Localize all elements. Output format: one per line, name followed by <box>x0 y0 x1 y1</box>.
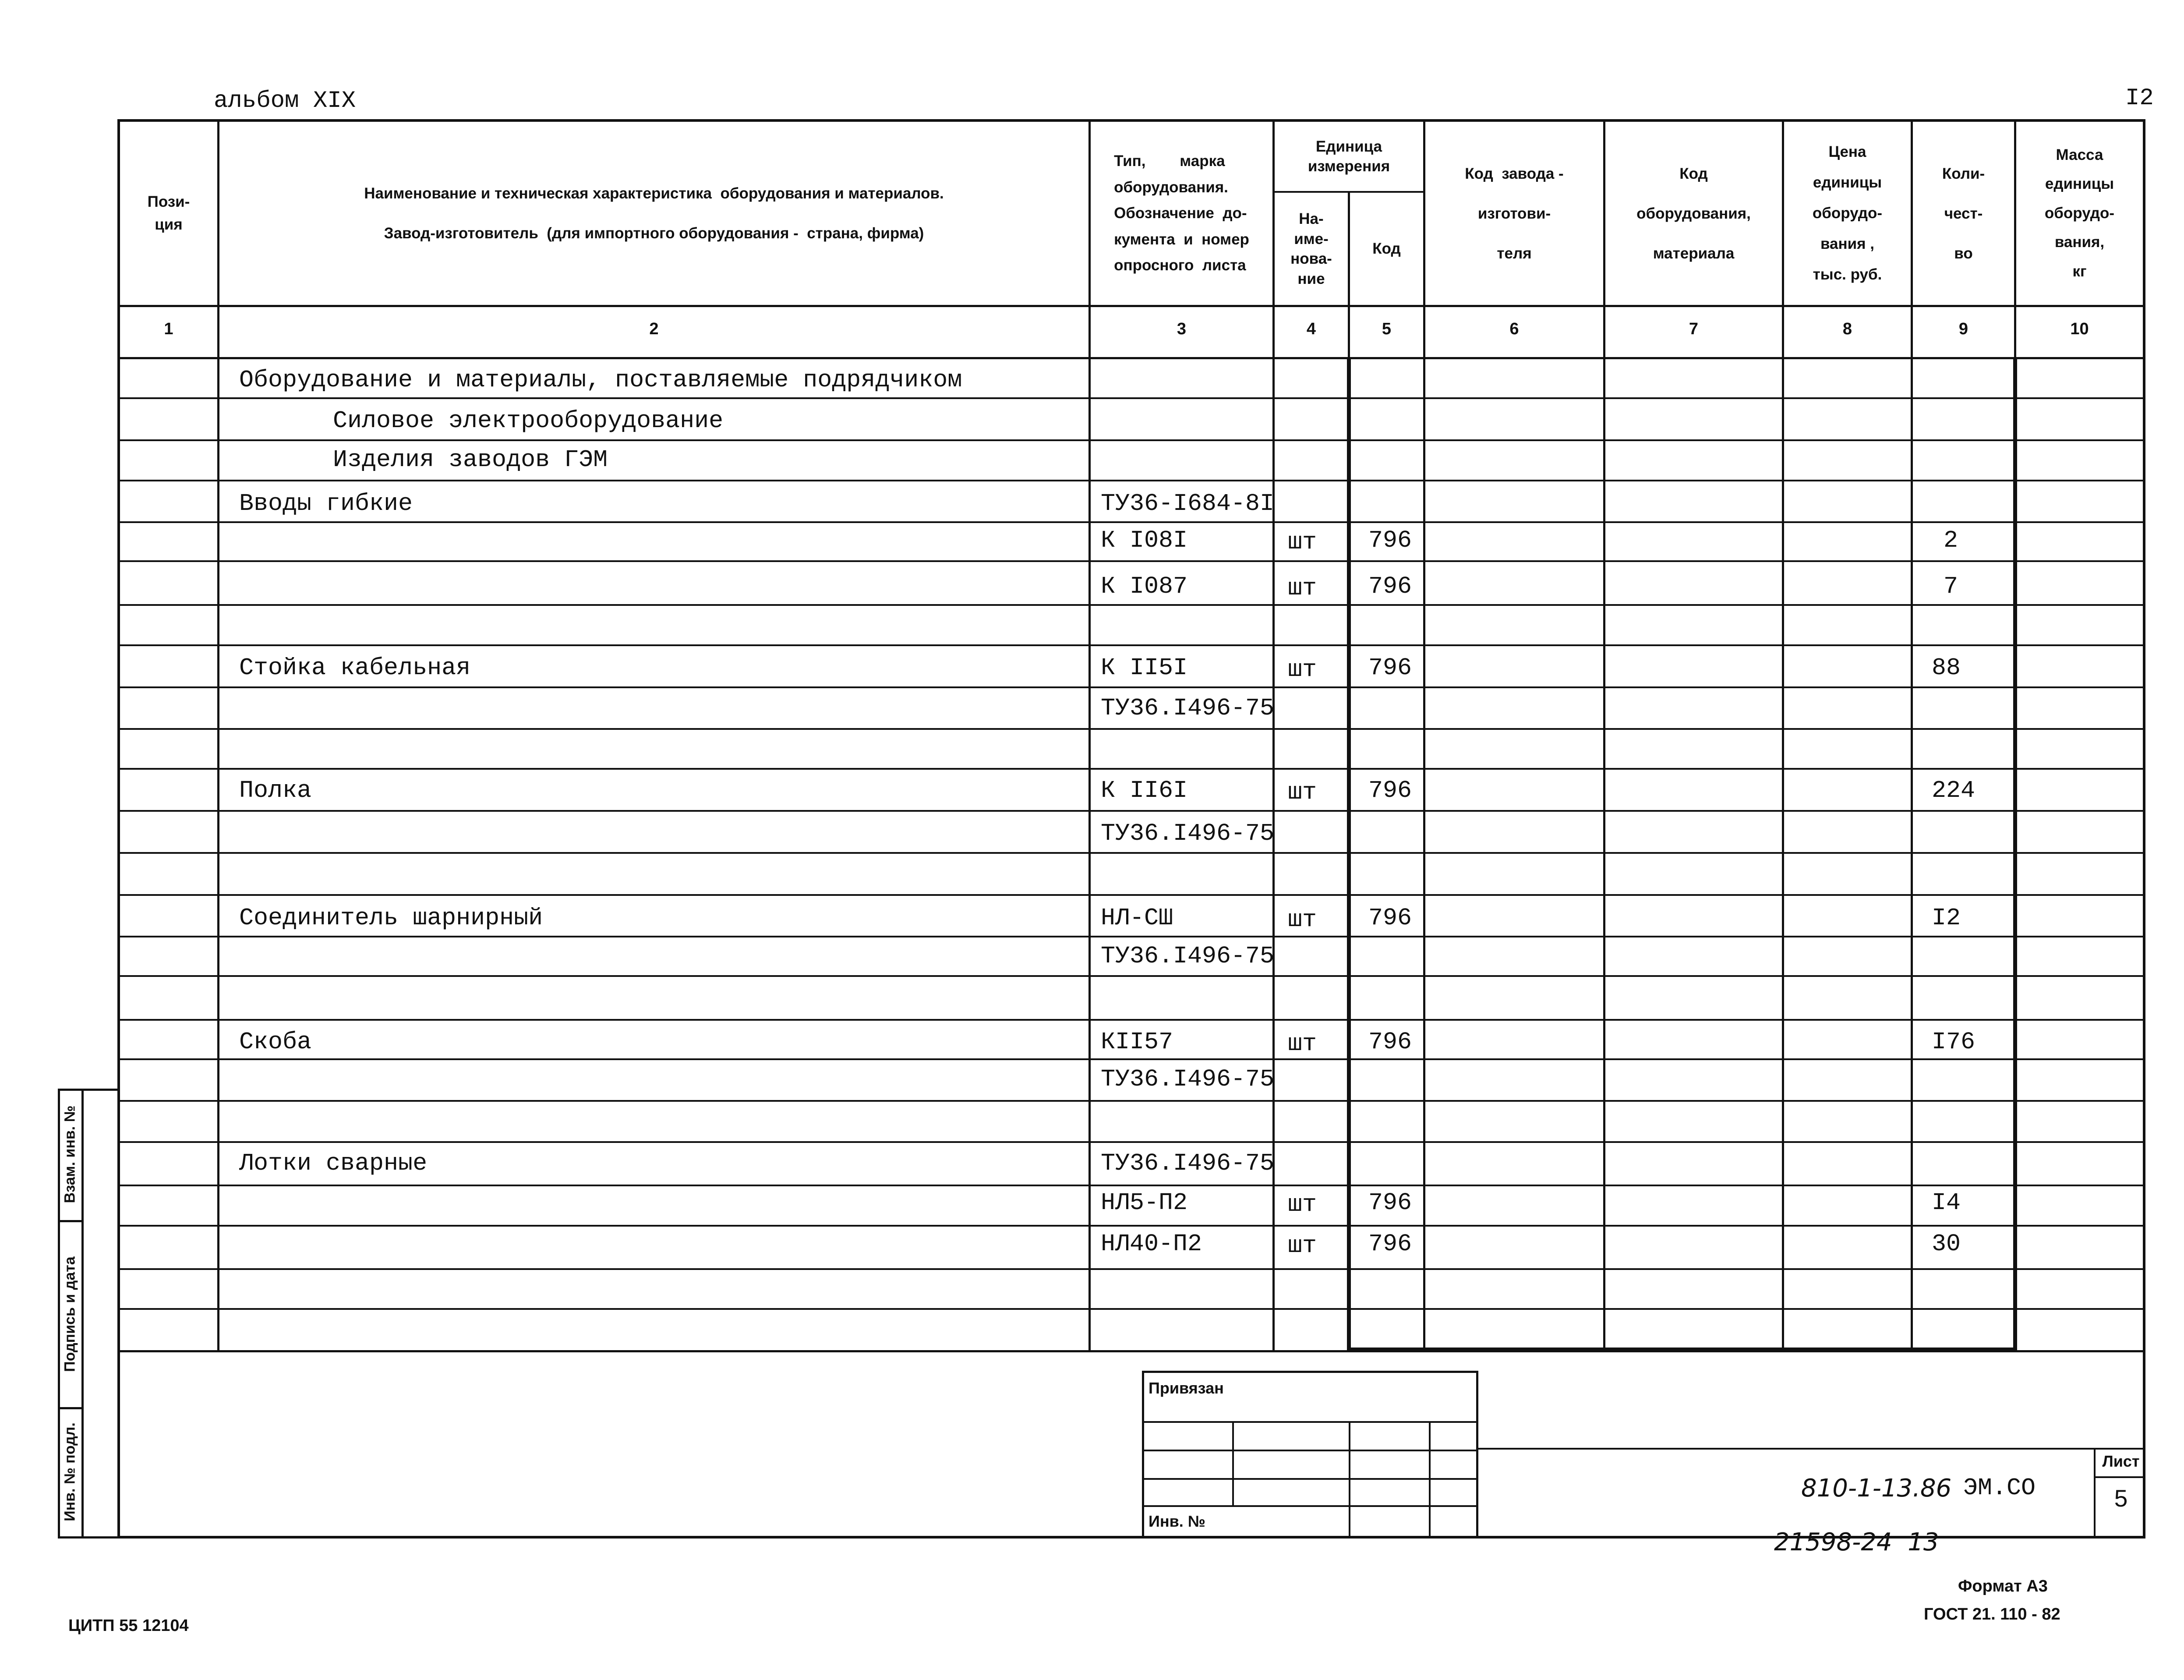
col-number: 10 <box>2070 320 2089 338</box>
row-type: НЛ5-П2 <box>1101 1189 1188 1217</box>
row-qty: 224 <box>1932 777 1975 804</box>
row-name: Оборудование и материалы, поставляемые подрядчиком <box>239 366 962 394</box>
row-unit: шт <box>1288 1030 1317 1058</box>
handwritten-registration: 21598-24 13 <box>1774 1528 1939 1556</box>
header-unit-name: На- име- нова- ние <box>1290 210 1332 287</box>
row-qty: 88 <box>1932 654 1961 682</box>
gost-label: ГОСТ 21. 110 - 82 <box>1924 1605 2060 1623</box>
col-number: 6 <box>1509 320 1519 338</box>
col-number: 2 <box>649 320 659 338</box>
row-code: 796 <box>1368 573 1412 600</box>
row-qty: I76 <box>1932 1028 1975 1056</box>
row-qty: I2 <box>1932 904 1961 932</box>
format-label: Формат А3 <box>1958 1577 2048 1595</box>
album-label: альбом XIX <box>214 88 356 114</box>
row-qty: 2 <box>1944 527 1958 554</box>
col-number: 7 <box>1689 320 1699 338</box>
footer-code: ЦИТП 55 12104 <box>68 1616 189 1635</box>
col-number: 1 <box>164 320 173 338</box>
row-code: 796 <box>1368 1028 1412 1056</box>
header-unit: Единица измерения <box>1308 138 1390 175</box>
row-type: К I087 <box>1101 573 1188 600</box>
row-name: Полка <box>239 777 312 804</box>
row-type: КII57 <box>1101 1028 1173 1056</box>
row-type: ТУ36.I496-75 <box>1101 1149 1275 1177</box>
header-factory-code: Код завода - изготови- теля <box>1465 165 1564 262</box>
col-number: 8 <box>1842 320 1852 338</box>
row-type: ТУ36.I496-75 <box>1101 942 1275 970</box>
row-type: НЛ-СШ <box>1101 904 1173 932</box>
col-number: 3 <box>1177 320 1187 338</box>
row-unit: шт <box>1288 906 1317 934</box>
row-unit: шт <box>1288 1191 1317 1218</box>
header-unit-code: Код <box>1372 240 1401 257</box>
side-label-vzam: Взам. инв. № <box>61 1105 78 1203</box>
sheet-number: 5 <box>2114 1485 2128 1512</box>
col-number: 5 <box>1382 320 1392 338</box>
header-mass: Масса единицы оборудо- вания, кг <box>2044 146 2115 280</box>
inv-no-label: Инв. № <box>1149 1512 1205 1530</box>
doc-code: ЭМ.СО <box>1963 1474 2036 1502</box>
row-unit: шт <box>1288 1232 1317 1259</box>
header-price: Цена единицы оборудо- вания , тыс. руб. <box>1812 143 1883 283</box>
row-code: 796 <box>1368 654 1412 682</box>
side-label-signature: Подпись и дата <box>61 1256 78 1372</box>
row-type: ТУ36-I684-8I <box>1101 490 1275 517</box>
row-unit: шт <box>1288 574 1317 602</box>
row-code: 796 <box>1368 904 1412 932</box>
row-code: 796 <box>1368 527 1412 554</box>
row-qty: 7 <box>1944 573 1958 600</box>
doc-number-handwritten: 810-1-13.86 <box>1801 1474 1952 1503</box>
sheet-label: Лист <box>2102 1452 2140 1470</box>
row-code: 796 <box>1368 1230 1412 1258</box>
row-type: ТУ36.I496-75 <box>1101 820 1275 847</box>
header-type: Тип, марка оборудования. Обозначение до- кумента и номер опросного листа <box>1114 152 1249 274</box>
row-code: 796 <box>1368 1189 1412 1217</box>
row-type: НЛ40-П2 <box>1101 1230 1202 1258</box>
row-name: Соединитель шарнирный <box>239 904 543 932</box>
page-number: I2 <box>2125 85 2154 112</box>
row-name: Лотки сварные <box>239 1149 428 1177</box>
row-type: ТУ36.I496-75 <box>1101 694 1275 722</box>
row-name: Силовое электрооборудование <box>333 407 724 435</box>
header-position: Пози- ция <box>147 193 190 233</box>
header-name: Наименование и техническая характеристика оборудования и материалов. Завод-изготовитель (для импортного оборудования - страна, фирма) <box>364 185 944 242</box>
row-qty: 30 <box>1932 1230 1961 1258</box>
col-number: 4 <box>1306 320 1316 338</box>
header-quantity: Коли- чест- во <box>1942 165 1985 262</box>
row-name: Изделия заводов ГЭМ <box>333 446 608 474</box>
row-name: Стойка кабельная <box>239 654 471 682</box>
row-type: К I08I <box>1101 527 1188 554</box>
col-number: 9 <box>1958 320 1968 338</box>
header-equipment-code: Код оборудования, материала <box>1636 165 1751 262</box>
row-name: Скоба <box>239 1028 312 1056</box>
row-qty: I4 <box>1932 1189 1961 1217</box>
row-name: Вводы гибкие <box>239 490 413 517</box>
row-code: 796 <box>1368 777 1412 804</box>
privyazan-label: Привязан <box>1149 1379 1224 1397</box>
row-type: К II5I <box>1101 654 1188 682</box>
side-label-inventory: Инв. № подл. <box>61 1422 78 1521</box>
row-type: К II6I <box>1101 777 1188 804</box>
row-unit: шт <box>1288 656 1317 683</box>
row-unit: шт <box>1288 528 1317 556</box>
row-unit: шт <box>1288 778 1317 806</box>
row-type: ТУ36.I496-75 <box>1101 1065 1275 1093</box>
